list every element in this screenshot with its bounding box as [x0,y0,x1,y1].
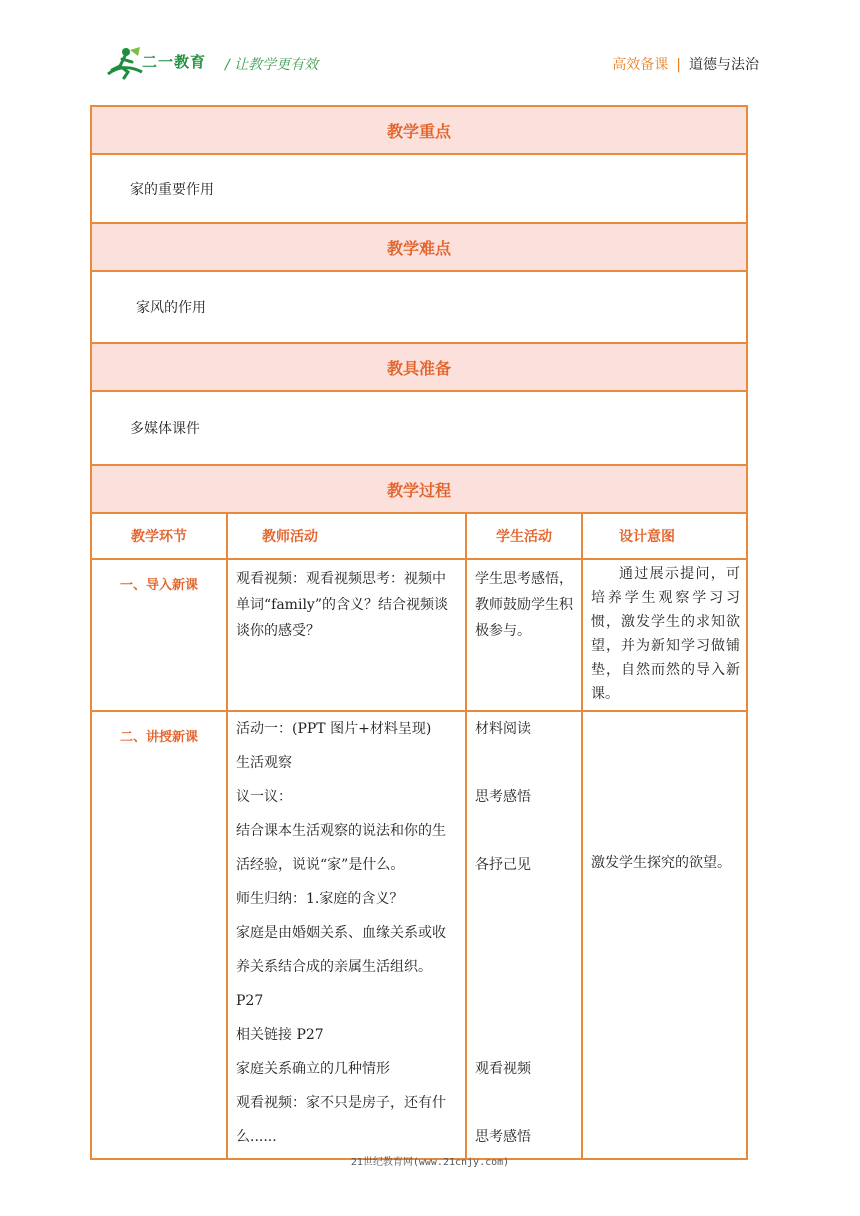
teacher-activity-intro: 观看视频：观看视频思考：视频中单词“family”的含义？结合视频谈谈你的感受？ [227,559,466,711]
table-row [91,711,747,1159]
logo-text: 二一教育 [142,53,207,71]
teacher-activity-new [227,711,466,1159]
lesson-plan-document [90,105,745,1160]
process-title: 教学过程 [91,465,747,513]
header-subject: 道德与法治 [689,57,759,73]
teacher-line: 议一议： [236,789,292,805]
teacher-line: 家庭关系确立的几种情形 [236,1061,390,1077]
tools-content: 多媒体课件 [91,391,747,465]
col-header-teacher: 教师活动 [227,513,466,559]
student-line: 各抒己见 [475,857,531,873]
teacher-line: 家庭是由婚姻关系、血缘关系或收养关系结合成的亲属生活组织。 [236,925,446,975]
header-right [612,54,759,74]
teacher-line: 活动一：(PPT 图片+材料呈现) [236,721,432,737]
header-category: 高效备课 [612,57,669,73]
header-separator: | [676,57,681,73]
teacher-line: P27 [236,993,264,1009]
page-footer: 21世纪教育网(www.21cnjy.com) [350,1157,510,1168]
difficulty-title: 教学难点 [91,223,747,271]
teacher-line: 观看视频：家不只是房子，还有什么...... [236,1095,446,1145]
teacher-line: 师生归纳：1.家庭的含义？ [236,891,404,907]
student-activity-new [466,711,582,1159]
student-line: 观看视频 [475,1061,531,1077]
stage-intro: 一、导入新课 [91,559,227,711]
lesson-table [90,105,748,1160]
tools-title: 教具准备 [91,343,747,391]
key-point-content: 家的重要作用 [91,154,747,223]
difficulty-content: 家风的作用 [91,271,747,343]
teacher-line: 结合课本生活观察的说法和你的生活经验，说说“家”是什么。 [236,823,446,873]
student-line: 材料阅读 [475,721,531,737]
spacer [475,746,575,780]
student-line: 思考感悟 [475,789,531,805]
col-header-student: 学生活动 [466,513,582,559]
teacher-line: 生活观察 [236,755,292,771]
design-intent-new: 激发学生探究的欲望。 [582,711,747,1159]
table-row [91,559,747,711]
student-line: 思考感悟 [475,1129,531,1145]
spacer [475,882,575,1052]
stage-new-lesson: 二、讲授新课 [91,711,227,1159]
student-activity-intro: 学生思考感悟，教师鼓励学生积极参与。 [466,559,582,711]
spacer [475,814,575,848]
teacher-line: 相关链接 P27 [236,1027,324,1043]
slogan: / 让教学更有效 [225,57,319,73]
col-header-design: 设计意图 [582,513,747,559]
col-header-stage: 教学环节 [91,513,227,559]
page-header [0,0,860,100]
spacer [475,1086,575,1120]
key-point-title: 教学重点 [91,106,747,154]
design-intent-intro: 通过展示提问，可培养学生观察学习习惯，激发学生的求知欲望，并为新知学习做铺垫，自然而然的导入新课。 [582,559,747,711]
